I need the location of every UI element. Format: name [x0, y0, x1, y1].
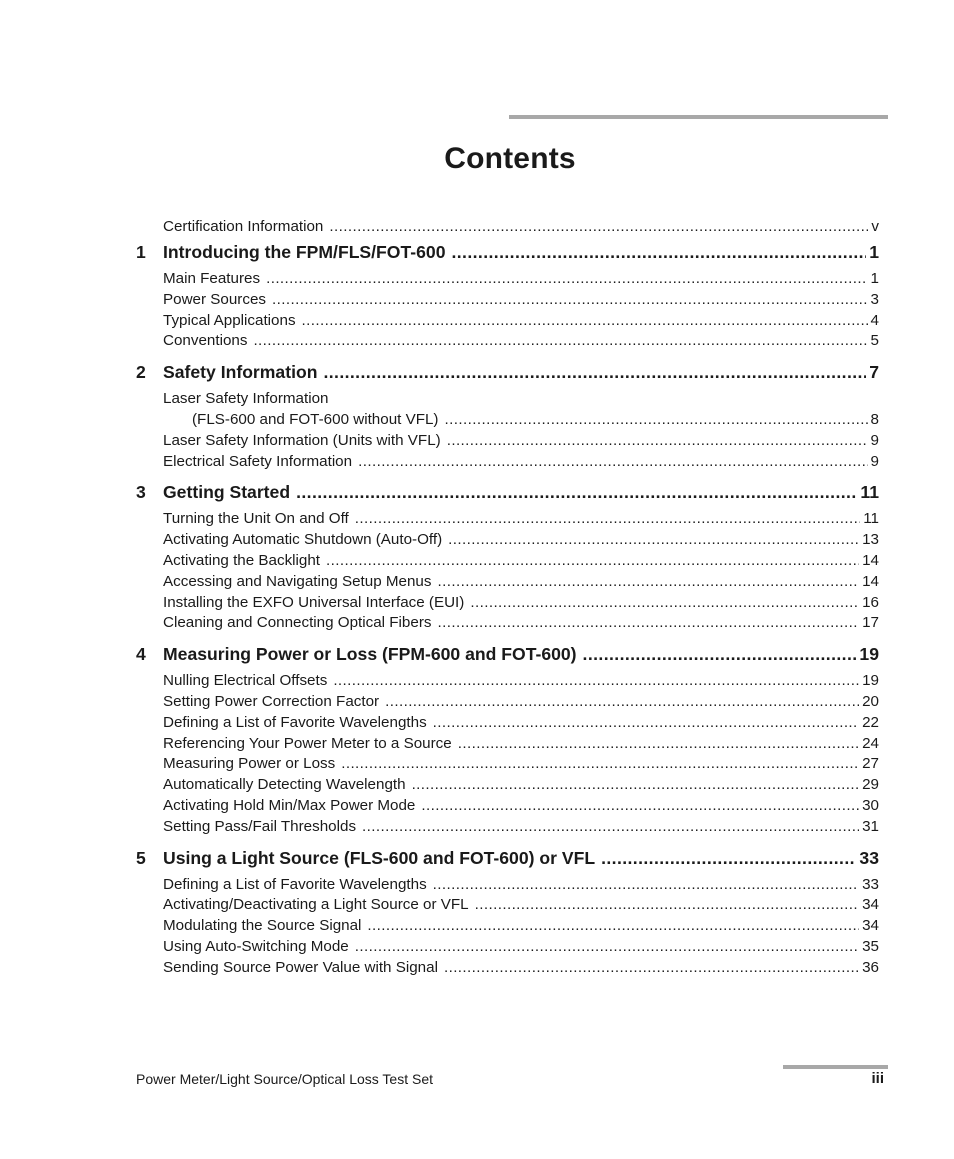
- toc-entry-label: Modulating the Source Signal: [163, 917, 362, 935]
- toc-entry-label: Electrical Safety Information: [163, 452, 353, 470]
- table-of-contents: [136, 218, 879, 980]
- toc-entry-page: 4: [870, 311, 879, 329]
- dot-leader: [326, 552, 859, 569]
- chapter-number: 4: [136, 644, 146, 665]
- toc-entry-label: Setting Power Correction Factor: [163, 692, 380, 710]
- toc-entry-page: 24: [862, 734, 879, 752]
- toc-entry[interactable]: [136, 270, 879, 291]
- dot-leader: [385, 693, 859, 710]
- toc-entry[interactable]: [136, 876, 879, 897]
- dot-leader: [272, 291, 868, 308]
- toc-entry-page: 9: [870, 452, 879, 470]
- toc-entry-page: 16: [862, 593, 879, 611]
- toc-entry[interactable]: [136, 531, 879, 552]
- toc-entry[interactable]: [136, 312, 879, 333]
- dot-leader: [412, 776, 860, 793]
- toc-entry[interactable]: [136, 776, 879, 797]
- toc-entry-label: Activating Automatic Shutdown (Auto-Off): [163, 531, 443, 549]
- toc-entry-label: Nulling Electrical Offsets: [163, 672, 328, 690]
- dot-leader: [421, 797, 859, 814]
- dot-leader: [355, 938, 859, 955]
- toc-entry-page: 8: [870, 410, 879, 428]
- toc-entry[interactable]: [136, 959, 879, 980]
- toc-entry-label: Main Features: [163, 270, 261, 287]
- toc-entry[interactable]: [136, 453, 879, 474]
- dot-leader: [470, 594, 859, 611]
- dot-leader: [302, 312, 868, 329]
- toc-entry-label: Cleaning and Connecting Optical Fibers: [163, 614, 432, 632]
- dot-leader: [601, 848, 856, 869]
- dot-leader: [437, 573, 859, 590]
- toc-entry-page: 30: [862, 796, 879, 814]
- toc-entry-label: Automatically Detecting Wavelength: [163, 776, 406, 794]
- toc-entry-page: 11: [863, 510, 879, 528]
- toc-entry-label: Laser Safety Information (Units with VFL): [163, 431, 441, 449]
- toc-entry-label: Typical Applications: [163, 311, 296, 329]
- toc-entry-label: Power Sources: [163, 290, 266, 308]
- toc-entry[interactable]: [136, 693, 879, 714]
- toc-entry[interactable]: [136, 432, 879, 453]
- toc-entry[interactable]: [136, 818, 879, 839]
- toc-entry-page: 22: [862, 713, 879, 731]
- toc-entry-page: 9: [870, 431, 879, 449]
- dot-leader: [329, 218, 868, 235]
- toc-chapter-heading[interactable]: [136, 644, 879, 672]
- chapter-title: Safety Information: [163, 362, 318, 383]
- toc-entry[interactable]: [136, 938, 879, 959]
- toc-entry-page: 17: [862, 614, 879, 632]
- toc-entry[interactable]: [136, 510, 879, 531]
- toc-chapter: [136, 482, 879, 635]
- toc-entry[interactable]: [136, 797, 879, 818]
- toc-entry-page: 14: [862, 572, 879, 590]
- chapter-page: 1: [869, 242, 879, 262]
- toc-entry-label: Defining a List of Favorite Wavelengths: [163, 713, 427, 731]
- toc-entry-page: 20: [862, 692, 879, 710]
- toc-entry-page: 14: [862, 551, 879, 569]
- dot-leader: [433, 876, 859, 893]
- toc-entry[interactable]: [136, 573, 879, 594]
- toc-entry-page: 35: [862, 937, 879, 955]
- toc-entry-page: 3: [870, 290, 879, 308]
- dot-leader: [362, 818, 859, 835]
- toc-entry-page: 5: [870, 332, 879, 350]
- toc-entry-label: Defining a List of Favorite Wavelengths: [163, 875, 427, 893]
- dot-leader: [341, 755, 859, 772]
- chapter-title: Measuring Power or Loss (FPM-600 and FOT-600): [163, 644, 577, 665]
- chapter-number: 5: [136, 847, 146, 868]
- toc-entry[interactable]: [136, 594, 879, 615]
- toc-entry-label: Installing the EXFO Universal Interface (EUI): [163, 593, 465, 611]
- dot-leader: [583, 644, 857, 665]
- toc-entry-label: Activating Hold Min/Max Power Mode: [163, 796, 416, 814]
- dot-leader: [444, 959, 859, 976]
- page-title: Contents: [444, 142, 576, 175]
- toc-entry[interactable]: [136, 755, 879, 776]
- toc-entry[interactable]: [136, 917, 879, 938]
- toc-entry[interactable]: [136, 614, 879, 635]
- dot-leader: [253, 332, 867, 349]
- toc-entry-label-continued: (FLS-600 and FOT-600 without VFL): [192, 410, 439, 428]
- toc-entry-page: 31: [862, 817, 879, 835]
- dot-leader: [458, 735, 859, 752]
- chapter-page: 33: [859, 847, 879, 868]
- chapter-title: Introducing the FPM/FLS/FOT-600: [163, 242, 446, 262]
- toc-entry[interactable]: [136, 672, 879, 693]
- dot-leader: [437, 614, 859, 631]
- toc-entry[interactable]: [136, 552, 879, 573]
- chapter-page: 19: [859, 644, 879, 665]
- toc-entry[interactable]: [136, 291, 879, 312]
- dot-leader: [367, 917, 859, 934]
- toc-entry-label: Using Auto-Switching Mode: [163, 937, 349, 955]
- toc-front-matter: [136, 218, 879, 242]
- toc-entry-label: Laser Safety Information: [163, 390, 329, 408]
- chapter-number: 2: [136, 362, 146, 383]
- toc-entry-page: v: [871, 218, 879, 235]
- chapter-title: Using a Light Source (FLS-600 and FOT-600) or VFL: [163, 847, 596, 868]
- dot-leader: [296, 482, 857, 503]
- dot-leader: [433, 714, 859, 731]
- toc-entry-page: 36: [862, 958, 879, 976]
- toc-entry[interactable]: [136, 390, 879, 411]
- toc-chapters: [136, 242, 879, 980]
- toc-entry[interactable]: [136, 735, 879, 756]
- toc-chapter: [136, 362, 879, 473]
- toc-entry-page: 19: [862, 672, 879, 690]
- toc-entry[interactable]: [136, 896, 879, 917]
- dot-leader: [451, 242, 866, 263]
- toc-entry-page: 33: [862, 875, 879, 893]
- chapter-page: 7: [869, 362, 879, 383]
- toc-entry-label: Activating the Backlight: [163, 551, 321, 569]
- toc-entry-continuation[interactable]: [136, 411, 879, 432]
- toc-entry[interactable]: [136, 714, 879, 735]
- chapter-title: Getting Started: [163, 482, 291, 503]
- toc-entry-page: 13: [862, 531, 879, 549]
- toc-entry-label: Certification Information: [163, 218, 324, 235]
- toc-entry-label: Measuring Power or Loss: [163, 755, 336, 773]
- chapter-page: 11: [860, 482, 879, 503]
- toc-chapter-heading[interactable]: [136, 482, 879, 510]
- dot-leader: [447, 432, 868, 449]
- toc-entry-page: 34: [862, 896, 879, 914]
- toc-chapter-heading[interactable]: [136, 362, 879, 390]
- dot-leader: [355, 510, 861, 527]
- toc-entry[interactable]: [136, 332, 879, 353]
- dot-leader: [475, 896, 859, 913]
- footer-rule: [783, 1065, 888, 1069]
- toc-entry-page: 34: [862, 917, 879, 935]
- dot-leader: [266, 270, 867, 287]
- toc-entry-label: Turning the Unit On and Off: [163, 510, 349, 528]
- toc-entry-label: Activating/Deactivating a Light Source or VFL: [163, 896, 469, 914]
- toc-entry-page: 29: [862, 776, 879, 794]
- footer-document-title: Power Meter/Light Source/Optical Loss Test Set: [136, 1071, 433, 1087]
- toc-chapter-heading[interactable]: [136, 242, 879, 270]
- toc-entry-certification[interactable]: [136, 218, 879, 242]
- dot-leader: [323, 362, 866, 383]
- toc-entry-label: Accessing and Navigating Setup Menus: [163, 572, 432, 590]
- header-rule: [509, 115, 888, 119]
- toc-chapter: [136, 242, 879, 353]
- dot-leader: [358, 453, 867, 470]
- chapter-number: 3: [136, 482, 146, 503]
- toc-entry-label: Conventions: [163, 332, 248, 350]
- toc-chapter: [136, 848, 879, 980]
- dot-leader: [445, 411, 868, 428]
- toc-chapter: [136, 644, 879, 838]
- chapter-number: 1: [136, 242, 146, 262]
- toc-entry-page: 1: [870, 270, 879, 287]
- dot-leader: [448, 531, 859, 548]
- toc-chapter-heading[interactable]: [136, 848, 879, 876]
- toc-entry-label: Referencing Your Power Meter to a Source: [163, 734, 452, 752]
- toc-entry-page: 27: [862, 755, 879, 773]
- toc-entry-label: Sending Source Power Value with Signal: [163, 958, 438, 976]
- dot-leader: [333, 672, 859, 689]
- toc-entry-label: Setting Pass/Fail Thresholds: [163, 817, 357, 835]
- footer-page-number: iii: [871, 1070, 884, 1087]
